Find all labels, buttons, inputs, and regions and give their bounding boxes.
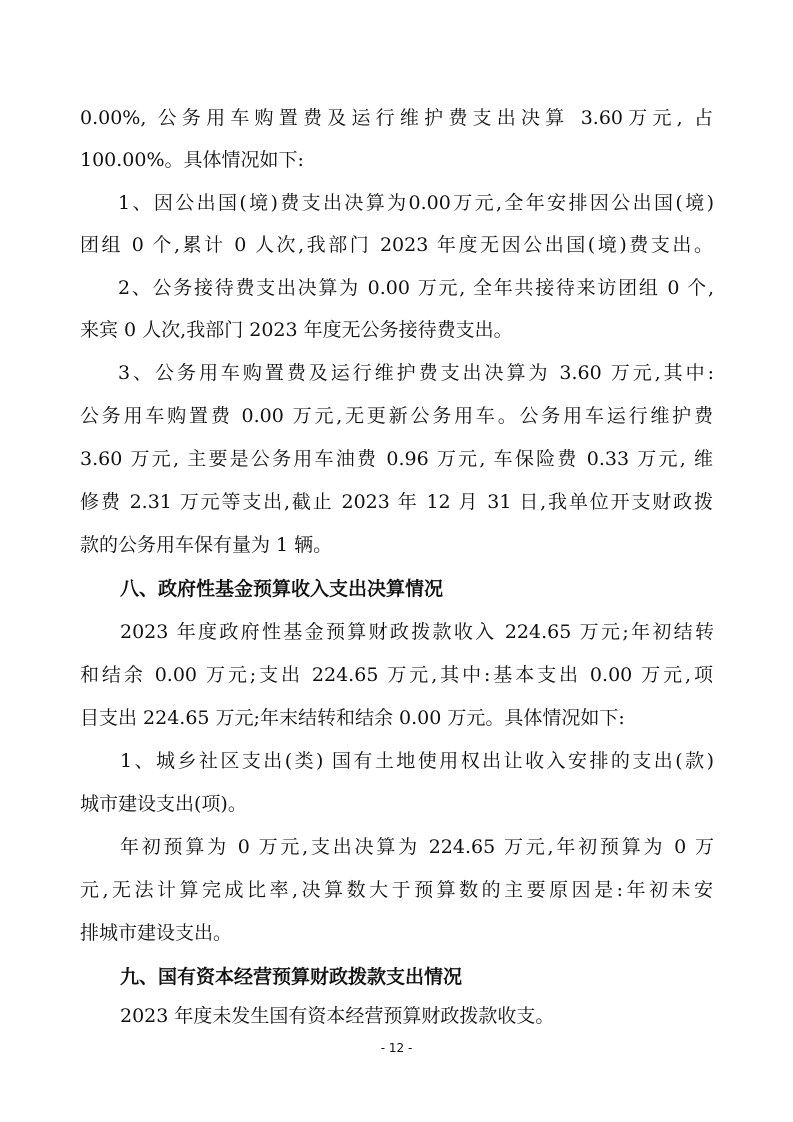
paragraph-line: 年初预算为 0 万元,支出决算为 224.65 万元,年初预算为 0 万	[120, 836, 714, 858]
paragraph-line: 公务用车购置费 0.00 万元,无更新公务用车。公务用车运行维护费	[80, 405, 713, 427]
paragraph-line: 0.00%, 公务用车购置费及运行维护费支出决算 3.60万元, 占	[80, 107, 713, 129]
paragraph-line: 城市建设支出(项)。	[80, 793, 247, 815]
paragraph-line: 100.00%。具体情况如下:	[80, 149, 304, 171]
section-heading: 八、政府性基金预算收入支出决算情况	[120, 578, 444, 600]
paragraph-line: 修费 2.31 万元等支出,截止 2023 年 12 月 31 日,我单位开支财政拨	[80, 491, 713, 513]
paragraph-line: 2023 年度未发生国有资本经营预算财政拨款收支。	[120, 1005, 555, 1027]
page-number: - 12 -	[380, 1041, 413, 1055]
paragraph-line: 来宾 0 人次,我部门 2023 年度无公务接待费支出。	[80, 319, 513, 341]
paragraph-line: 目支出 224.65 万元;年末结转和结余 0.00 万元。具体情况如下:	[80, 707, 625, 729]
paragraph-line: 3、公务用车购置费及运行维护费支出决算为 3.60 万元,其中:	[118, 362, 714, 384]
paragraph-line: 排城市建设支出。	[80, 922, 233, 944]
paragraph-line: 2、公务接待费支出决算为 0.00 万元, 全年共接待来访团组 0 个,	[118, 277, 714, 299]
paragraph-line: 元,无法计算完成比率,决算数大于预算数的主要原因是:年初未安	[80, 879, 713, 901]
paragraph-line: 团组 0 个,累计 0 人次,我部门 2023 年度无因公出国(境)费支出。	[80, 234, 713, 256]
paragraph-line: 款的公务用车保有量为 1 辆。	[80, 534, 333, 556]
paragraph-line: 2023 年度政府性基金预算财政拨款收入 224.65 万元;年初结转	[120, 621, 714, 643]
paragraph-line: 1、因公出国(境)费支出决算为0.00万元,全年安排因公出国(境)	[118, 192, 714, 214]
paragraph-line: 和结余 0.00 万元;支出 224.65 万元,其中:基本支出 0.00 万元,项	[80, 664, 713, 686]
paragraph-line: 3.60 万元, 主要是公务用车油费 0.96 万元, 车保险费 0.33 万元, 维	[80, 448, 713, 470]
paragraph-line: 1、城乡社区支出(类) 国有土地使用权出让收入安排的支出(款)	[120, 750, 714, 772]
section-heading: 九、国有资本经营预算财政拨款支出情况	[120, 966, 463, 988]
